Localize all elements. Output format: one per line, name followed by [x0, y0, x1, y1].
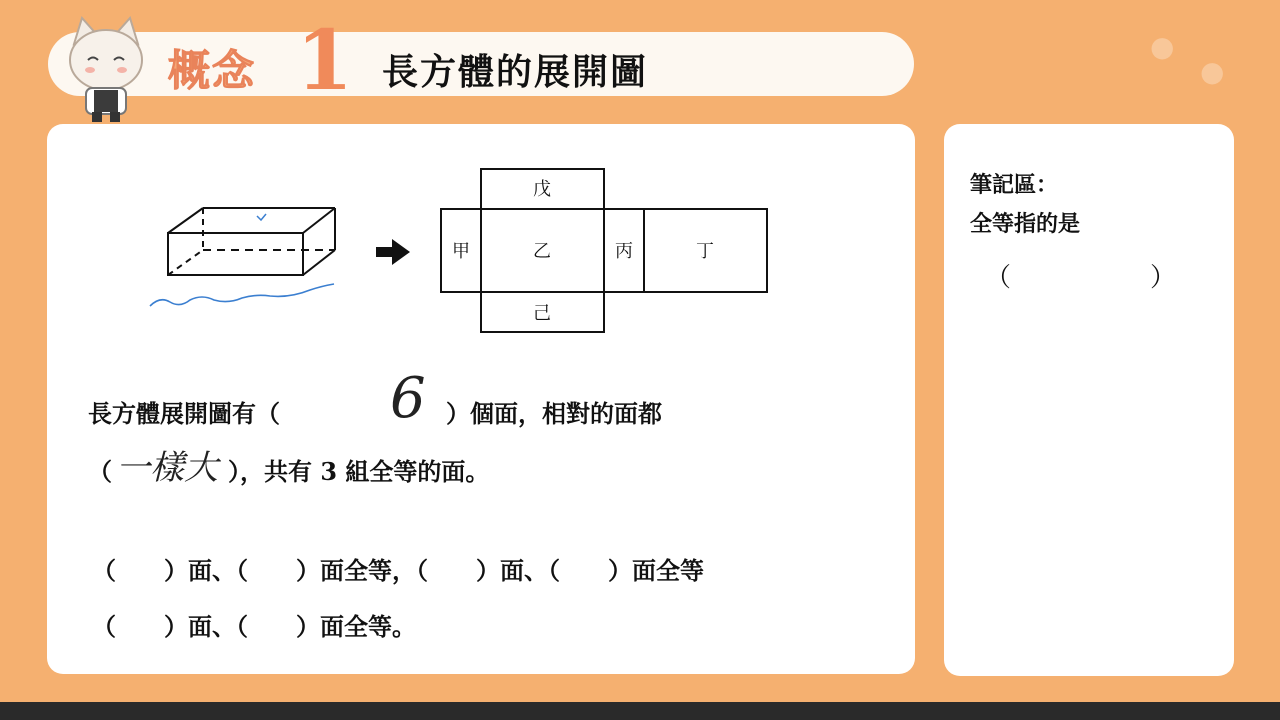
face-label-bottom: 己 — [533, 303, 551, 324]
notes-heading: 筆記區： — [970, 173, 1059, 198]
face-label-left: 甲 — [452, 241, 470, 262]
question-line-3: （ ）面、（ ）面全等，（ ）面、（ ）面全等 — [92, 556, 704, 585]
notes-paren-open: （ — [985, 263, 1012, 293]
notes-paren-close: ） — [1150, 263, 1177, 293]
notes-prompt: 全等指的是 — [970, 212, 1081, 237]
face-label-center: 乙 — [533, 241, 551, 262]
handwritten-answer-same-size: 一樣大 — [116, 448, 218, 488]
face-label-far-right: 丁 — [696, 241, 714, 262]
wavy-underline — [150, 284, 334, 306]
concept-label: 概念 — [168, 46, 257, 95]
question-line-2b: ），共有 3 組全等的面。 — [228, 457, 490, 486]
cat-mascot-image — [60, 14, 152, 124]
right-arrow-icon — [374, 237, 412, 267]
check-mark — [257, 214, 266, 220]
cuboid-diagram — [140, 200, 350, 315]
page-title: 長方體的展開圖 — [382, 52, 649, 93]
question-line-4: （ ）面、（ ）面全等。 — [92, 612, 416, 641]
concept-number: 1 — [296, 13, 354, 109]
face-label-top: 戊 — [533, 179, 551, 200]
face-label-right: 丙 — [615, 241, 633, 262]
question-line-1b: ）個面，相對的面都 — [446, 399, 662, 428]
bottom-bar — [0, 702, 1280, 720]
paw-print-icon: ● — [1150, 30, 1175, 63]
question-line-2-open: （ — [88, 457, 112, 486]
cuboid-net-diagram — [438, 167, 770, 335]
question-line-1a: 長方體展開圖有（ — [88, 399, 280, 428]
handwritten-answer-6: 6 — [390, 366, 426, 431]
paw-print-icon: ● — [1200, 55, 1225, 88]
